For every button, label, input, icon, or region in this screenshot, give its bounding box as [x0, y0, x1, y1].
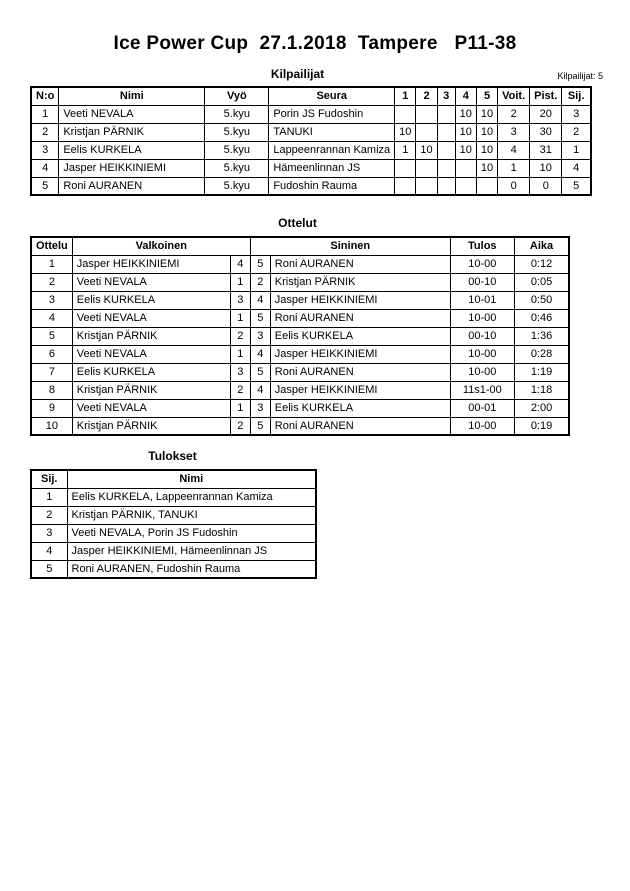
column-header: 2	[416, 87, 437, 105]
cell-place: 5	[562, 177, 591, 195]
cell-score-1: 1	[395, 141, 416, 159]
cell-place: 3	[31, 524, 67, 542]
results-heading: Tulokset	[148, 449, 197, 463]
cell-wins: 3	[498, 123, 530, 141]
cell-match-no: 6	[31, 345, 72, 363]
cell-score-3	[437, 159, 455, 177]
cell-blue-no: 4	[250, 381, 270, 399]
cell-name: Veeti NEVALA, Porin JS Fudoshin	[67, 524, 316, 542]
cell-score-1	[395, 159, 416, 177]
cell-no: 5	[31, 177, 59, 195]
cell-score-4: 10	[455, 141, 476, 159]
cell-no: 1	[31, 105, 59, 123]
cell-belt: 5.kyu	[205, 177, 269, 195]
cell-white-no: 1	[230, 273, 250, 291]
cell-blue-no: 5	[250, 363, 270, 381]
column-header: 4	[455, 87, 476, 105]
cell-name: Veeti NEVALA	[59, 105, 205, 123]
cell-belt: 5.kyu	[205, 105, 269, 123]
column-header: Sij.	[31, 470, 67, 488]
cell-score-2	[416, 159, 437, 177]
cell-white-name: Jasper HEIKKINIEMI	[72, 255, 230, 273]
column-header: Voit.	[498, 87, 530, 105]
cell-score-4	[455, 159, 476, 177]
cell-blue-no: 3	[250, 399, 270, 417]
cell-name: Eelis KURKELA, Lappeenrannan Kamiza	[67, 488, 316, 506]
cell-white-name: Kristjan PÄRNIK	[72, 327, 230, 345]
cell-score-4: 10	[455, 123, 476, 141]
cell-match-no: 5	[31, 327, 72, 345]
cell-time: 0:28	[514, 345, 569, 363]
cell-white-name: Kristjan PÄRNIK	[72, 417, 230, 435]
cell-no: 2	[31, 123, 59, 141]
cell-white-name: Kristjan PÄRNIK	[72, 381, 230, 399]
cell-blue-no: 5	[250, 309, 270, 327]
cell-time: 0:12	[514, 255, 569, 273]
cell-blue-name: Kristjan PÄRNIK	[270, 273, 450, 291]
cell-place: 5	[31, 560, 67, 578]
cell-white-no: 2	[230, 327, 250, 345]
table-row	[31, 345, 569, 363]
cell-score-1	[395, 105, 416, 123]
cell-score-1	[395, 177, 416, 195]
cell-result: 10-01	[450, 291, 514, 309]
cell-match-no: 10	[31, 417, 72, 435]
cell-time: 0:50	[514, 291, 569, 309]
cell-blue-no: 4	[250, 345, 270, 363]
cell-match-no: 8	[31, 381, 72, 399]
cell-club: Fudoshin Rauma	[269, 177, 395, 195]
column-header: Vyö	[205, 87, 269, 105]
column-header: Aika	[514, 237, 569, 255]
cell-blue-name: Roni AURANEN	[270, 255, 450, 273]
column-header: Seura	[269, 87, 395, 105]
cell-points: 10	[530, 159, 562, 177]
cell-white-name: Veeti NEVALA	[72, 273, 230, 291]
table-row	[31, 177, 591, 195]
table-row	[31, 105, 591, 123]
cell-time: 0:46	[514, 309, 569, 327]
cell-blue-name: Roni AURANEN	[270, 363, 450, 381]
cell-belt: 5.kyu	[205, 159, 269, 177]
cell-blue-no: 5	[250, 255, 270, 273]
table-row	[31, 524, 316, 542]
cell-white-name: Veeti NEVALA	[72, 399, 230, 417]
results-table	[30, 469, 317, 579]
cell-blue-no: 2	[250, 273, 270, 291]
table-row	[31, 381, 569, 399]
cell-match-no: 3	[31, 291, 72, 309]
cell-score-2: 10	[416, 141, 437, 159]
cell-blue-name: Eelis KURKELA	[270, 399, 450, 417]
cell-club: Porin JS Fudoshin	[269, 105, 395, 123]
column-header: Sininen	[250, 237, 450, 255]
cell-score-5: 10	[476, 159, 497, 177]
cell-score-3	[437, 123, 455, 141]
table-row	[31, 327, 569, 345]
cell-wins: 2	[498, 105, 530, 123]
cell-result: 10-00	[450, 255, 514, 273]
header-row	[31, 87, 591, 105]
matches-table	[30, 236, 570, 436]
table-row	[31, 123, 591, 141]
cell-score-4: 10	[455, 105, 476, 123]
column-header: Valkoinen	[72, 237, 250, 255]
page-title: Ice Power Cup 27.1.2018 Tampere P11-38	[113, 33, 517, 54]
cell-score-5: 10	[476, 141, 497, 159]
cell-no: 4	[31, 159, 59, 177]
table-row	[31, 309, 569, 327]
cell-club: TANUKI	[269, 123, 395, 141]
cell-blue-no: 5	[250, 417, 270, 435]
cell-score-2	[416, 177, 437, 195]
cell-place: 2	[31, 506, 67, 524]
cell-result: 10-00	[450, 363, 514, 381]
column-header: Nimi	[67, 470, 316, 488]
cell-blue-name: Jasper HEIKKINIEMI	[270, 345, 450, 363]
cell-club: Hämeenlinnan JS	[269, 159, 395, 177]
column-header: N:o	[31, 87, 59, 105]
cell-white-name: Eelis KURKELA	[72, 291, 230, 309]
matches-heading: Ottelut	[278, 216, 317, 230]
column-header: Sij.	[562, 87, 591, 105]
column-header: Pist.	[530, 87, 562, 105]
cell-white-name: Veeti NEVALA	[72, 309, 230, 327]
competitors-table	[30, 86, 592, 196]
cell-blue-name: Eelis KURKELA	[270, 327, 450, 345]
table-row	[31, 560, 316, 578]
cell-place: 3	[562, 105, 591, 123]
cell-wins: 0	[498, 177, 530, 195]
cell-name: Roni AURANEN, Fudoshin Rauma	[67, 560, 316, 578]
cell-white-no: 1	[230, 399, 250, 417]
table-row	[31, 255, 569, 273]
cell-wins: 4	[498, 141, 530, 159]
cell-time: 2:00	[514, 399, 569, 417]
table-row	[31, 399, 569, 417]
cell-result: 10-00	[450, 345, 514, 363]
cell-blue-no: 3	[250, 327, 270, 345]
column-header: 3	[437, 87, 455, 105]
cell-blue-name: Jasper HEIKKINIEMI	[270, 381, 450, 399]
cell-name: Roni AURANEN	[59, 177, 205, 195]
cell-score-1: 10	[395, 123, 416, 141]
cell-score-5	[476, 177, 497, 195]
cell-name: Kristjan PÄRNIK	[59, 123, 205, 141]
header-row	[31, 470, 316, 488]
cell-no: 3	[31, 141, 59, 159]
cell-blue-name: Roni AURANEN	[270, 309, 450, 327]
table-row	[31, 542, 316, 560]
cell-place: 1	[31, 488, 67, 506]
competitors-heading: Kilpailijat	[270, 67, 325, 81]
cell-belt: 5.kyu	[205, 141, 269, 159]
table-row	[31, 141, 591, 159]
cell-points: 20	[530, 105, 562, 123]
cell-score-2	[416, 105, 437, 123]
cell-name: Jasper HEIKKINIEMI, Hämeenlinnan JS	[67, 542, 316, 560]
column-header: Nimi	[59, 87, 205, 105]
cell-place: 4	[31, 542, 67, 560]
cell-score-3	[437, 177, 455, 195]
table-row	[31, 363, 569, 381]
cell-time: 1:36	[514, 327, 569, 345]
cell-white-name: Eelis KURKELA	[72, 363, 230, 381]
cell-points: 31	[530, 141, 562, 159]
cell-place: 4	[562, 159, 591, 177]
cell-blue-name: Jasper HEIKKINIEMI	[270, 291, 450, 309]
cell-belt: 5.kyu	[205, 123, 269, 141]
table-row	[31, 506, 316, 524]
cell-white-no: 2	[230, 417, 250, 435]
cell-score-5: 10	[476, 105, 497, 123]
table-row	[31, 159, 591, 177]
column-header: 1	[395, 87, 416, 105]
cell-match-no: 1	[31, 255, 72, 273]
cell-time: 0:19	[514, 417, 569, 435]
cell-white-no: 3	[230, 363, 250, 381]
cell-white-no: 3	[230, 291, 250, 309]
table-row	[31, 488, 316, 506]
cell-name: Eelis KURKELA	[59, 141, 205, 159]
column-header: Tulos	[450, 237, 514, 255]
cell-points: 30	[530, 123, 562, 141]
cell-blue-no: 4	[250, 291, 270, 309]
cell-result: 00-10	[450, 327, 514, 345]
cell-result: 10-00	[450, 309, 514, 327]
cell-match-no: 9	[31, 399, 72, 417]
cell-wins: 1	[498, 159, 530, 177]
cell-score-2	[416, 123, 437, 141]
cell-match-no: 4	[31, 309, 72, 327]
cell-score-4	[455, 177, 476, 195]
cell-points: 0	[530, 177, 562, 195]
cell-time: 1:18	[514, 381, 569, 399]
cell-white-no: 1	[230, 309, 250, 327]
competitors-count-label: Kilpailijat: 5	[557, 71, 603, 81]
cell-time: 1:19	[514, 363, 569, 381]
column-header: Ottelu	[31, 237, 72, 255]
table-row	[31, 291, 569, 309]
cell-result: 00-01	[450, 399, 514, 417]
column-header: 5	[476, 87, 497, 105]
cell-score-5: 10	[476, 123, 497, 141]
cell-blue-name: Roni AURANEN	[270, 417, 450, 435]
cell-name: Kristjan PÄRNIK, TANUKI	[67, 506, 316, 524]
table-row	[31, 417, 569, 435]
cell-name: Jasper HEIKKINIEMI	[59, 159, 205, 177]
cell-score-3	[437, 141, 455, 159]
cell-place: 1	[562, 141, 591, 159]
cell-white-no: 1	[230, 345, 250, 363]
cell-club: Lappeenrannan Kamiza	[269, 141, 395, 159]
cell-result: 10-00	[450, 417, 514, 435]
cell-place: 2	[562, 123, 591, 141]
cell-white-no: 4	[230, 255, 250, 273]
cell-result: 00-10	[450, 273, 514, 291]
cell-result: 11s1-00	[450, 381, 514, 399]
cell-white-no: 2	[230, 381, 250, 399]
cell-score-3	[437, 105, 455, 123]
header-row	[31, 237, 569, 255]
cell-match-no: 7	[31, 363, 72, 381]
table-row	[31, 273, 569, 291]
cell-time: 0:05	[514, 273, 569, 291]
cell-white-name: Veeti NEVALA	[72, 345, 230, 363]
cell-match-no: 2	[31, 273, 72, 291]
